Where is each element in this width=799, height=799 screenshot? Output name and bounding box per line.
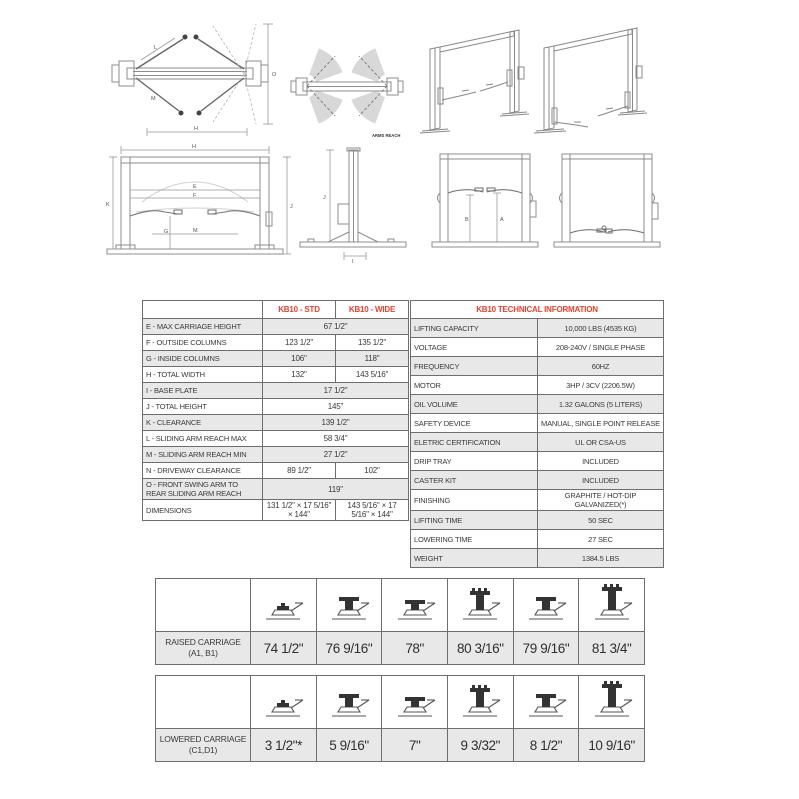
adapter-icon xyxy=(589,582,635,624)
tech-row xyxy=(411,357,664,376)
tech-value-cell: 50 SEC xyxy=(538,511,664,530)
spec-label-cell: K - CLEARANCE xyxy=(143,415,263,431)
spec-label-cell: E - MAX CARRIAGE HEIGHT xyxy=(143,319,263,335)
lowered-adapter-icon-cell xyxy=(513,676,579,729)
lowered-adapter-icon-cell xyxy=(579,676,645,729)
raised-header-empty xyxy=(156,579,251,632)
tech-row xyxy=(411,471,664,490)
lowered-adapter-icon-cell xyxy=(447,676,513,729)
lowered-adapter-icon-cell xyxy=(251,676,317,729)
spec-value-cell: 132" xyxy=(263,367,336,383)
tech-label-cell: WEIGHT xyxy=(411,549,538,568)
tech-row xyxy=(411,549,664,568)
raised-height-value: 76 9/16" xyxy=(316,632,382,665)
tech-label-cell: DRIP TRAY xyxy=(411,452,538,471)
tech-value-cell: INCLUDED xyxy=(538,471,664,490)
front-view-arms-mid-drawing xyxy=(425,143,545,262)
mid-dim-A: A xyxy=(500,217,504,223)
tech-row xyxy=(411,511,664,530)
side-dim-I: I xyxy=(352,259,354,264)
lowered-height-value: 9 3/32" xyxy=(447,729,513,762)
tech-label-cell: ELETRIC CERTIFICATION xyxy=(411,433,538,452)
spec-value-cell: 123 1/2" xyxy=(263,335,336,351)
adapter-icon xyxy=(457,679,503,721)
spec-value-cell: 17 1/2" xyxy=(263,383,409,399)
spec-value-cell: 119" xyxy=(263,479,409,500)
plan-dim-H: H xyxy=(194,126,198,132)
tech-row xyxy=(411,319,664,338)
spec-label-cell: DIMENSIONS xyxy=(143,500,263,521)
front-dim-F: F xyxy=(193,193,197,199)
spec-label-cell: O - FRONT SWING ARM TO REAR SLIDING ARM REACH xyxy=(143,479,263,500)
arms-reach-label: ARMS REACH xyxy=(372,133,401,138)
lowered-carriage-table xyxy=(155,675,645,762)
side-dim-J: J xyxy=(323,195,326,201)
lowered-label-line1: LOWERED CARRIAGE xyxy=(159,734,247,745)
adapter-icon xyxy=(326,582,372,624)
spec-label-cell: G - INSIDE COLUMNS xyxy=(143,351,263,367)
spec-label-cell: N - DRIVEWAY CLEARANCE xyxy=(143,463,263,479)
lowered-height-value: 5 9/16" xyxy=(316,729,382,762)
raised-carriage-label xyxy=(156,632,251,665)
adapter-icon xyxy=(523,582,569,624)
raised-adapter-icon-cell xyxy=(316,579,382,632)
lowered-header-empty xyxy=(156,676,251,729)
raised-carriage-table xyxy=(155,578,645,665)
spec-value-cell: 27 1/2" xyxy=(263,447,409,463)
spec-row xyxy=(143,383,409,399)
tech-row xyxy=(411,414,664,433)
tech-label-cell: MOTOR xyxy=(411,376,538,395)
tech-value-cell: 1.32 GALONS (5 LITERS) xyxy=(538,395,664,414)
tech-row xyxy=(411,338,664,357)
raised-height-value: 74 1/2" xyxy=(251,632,317,665)
raised-icon-row xyxy=(156,579,645,632)
adapter-icon xyxy=(326,679,372,721)
spec-row xyxy=(143,415,409,431)
tech-label-cell: OIL VOLUME xyxy=(411,395,538,414)
isometric-arms-up-drawing xyxy=(412,12,537,144)
technical-info-table xyxy=(410,300,664,568)
tech-title-row xyxy=(411,301,664,319)
tech-value-cell: GRAPHITE / HOT-DIP GALVANIZED(*) xyxy=(538,490,664,511)
raised-height-value: 78" xyxy=(382,632,448,665)
spec-row xyxy=(143,319,409,335)
tech-label-cell: LOWERING TIME xyxy=(411,530,538,549)
tech-label-cell: SAFETY DEVICE xyxy=(411,414,538,433)
lowered-adapter-icon-cell xyxy=(316,676,382,729)
spec-value-cell: 131 1/2" × 17 5/16" × 144" xyxy=(263,500,336,521)
lowered-height-value: 10 9/16" xyxy=(579,729,645,762)
spec-value-cell: 58 3/4" xyxy=(263,431,409,447)
spec-row xyxy=(143,479,409,500)
tech-label-cell: VOLTAGE xyxy=(411,338,538,357)
spec-row xyxy=(143,431,409,447)
spec-value-cell: 102" xyxy=(336,463,409,479)
tech-row xyxy=(411,452,664,471)
raised-adapter-icon-cell xyxy=(382,579,448,632)
spec-value-cell: 143 5/16" × 17 5/16" × 144" xyxy=(336,500,409,521)
spec-row xyxy=(143,463,409,479)
tech-value-cell: 3HP / 3CV (2206.5W) xyxy=(538,376,664,395)
raised-height-value: 80 3/16" xyxy=(447,632,513,665)
plan-dim-M: M xyxy=(151,96,156,102)
raised-height-value: 79 9/16" xyxy=(513,632,579,665)
plan-dim-O: O xyxy=(272,72,277,78)
tech-value-cell: 27 SEC xyxy=(538,530,664,549)
spec-row xyxy=(143,447,409,463)
front-dim-K: K xyxy=(106,202,110,208)
raised-adapter-icon-cell xyxy=(447,579,513,632)
raised-value-row xyxy=(156,632,645,665)
tech-value-cell: 10,000 LBS (4535 KG) xyxy=(538,319,664,338)
lowered-height-value: 8 1/2" xyxy=(513,729,579,762)
tech-value-cell: UL OR CSA-US xyxy=(538,433,664,452)
spec-value-cell: 89 1/2" xyxy=(263,463,336,479)
raised-height-value: 81 3/4" xyxy=(579,632,645,665)
spec-label-cell: F - OUTSIDE COLUMNS xyxy=(143,335,263,351)
tech-row xyxy=(411,530,664,549)
adapter-icon xyxy=(260,582,306,624)
spec-header-std: KB10 - STD xyxy=(263,301,336,319)
raised-adapter-icon-cell xyxy=(251,579,317,632)
lowered-value-row xyxy=(156,729,645,762)
lowered-height-value: 7" xyxy=(382,729,448,762)
lowered-height-value: 3 1/2"* xyxy=(251,729,317,762)
spec-label-cell: J - TOTAL HEIGHT xyxy=(143,399,263,415)
tech-value-cell: 1384.5 LBS xyxy=(538,549,664,568)
adapter-icon xyxy=(457,582,503,624)
spec-row xyxy=(143,351,409,367)
tech-title: KB10 TECHNICAL INFORMATION xyxy=(411,301,664,319)
tech-value-cell: 60HZ xyxy=(538,357,664,376)
lowered-icon-row xyxy=(156,676,645,729)
raised-label-line2: (A1, B1) xyxy=(188,648,218,658)
spec-header-row xyxy=(143,301,409,319)
side-column-drawing xyxy=(288,142,418,264)
front-dim-G: G xyxy=(164,229,169,235)
raised-adapter-icon-cell xyxy=(513,579,579,632)
dimension-spec-table xyxy=(142,300,409,521)
tech-label-cell: FREQUENCY xyxy=(411,357,538,376)
front-dim-E: E xyxy=(193,184,197,190)
adapter-icon xyxy=(392,582,438,624)
isometric-arms-down-drawing xyxy=(528,8,658,145)
spec-value-cell: 135 1/2" xyxy=(336,335,409,351)
tech-value-cell: 208-240V / SINGLE PHASE xyxy=(538,338,664,357)
spec-label-cell: M - SLIDING ARM REACH MIN xyxy=(143,447,263,463)
spec-value-cell: 139 1/2" xyxy=(263,415,409,431)
adapter-icon xyxy=(589,679,635,721)
front-dim-J: J xyxy=(290,204,293,210)
front-dim-H: H xyxy=(192,144,196,150)
adapter-icon xyxy=(392,679,438,721)
arms-reach-drawing xyxy=(283,32,411,140)
adapter-icon xyxy=(523,679,569,721)
spec-value-cell: 106" xyxy=(263,351,336,367)
tech-label-cell: LIFITING TIME xyxy=(411,511,538,530)
front-dim-M: M xyxy=(193,228,198,234)
spec-header-wide: KB10 - WIDE xyxy=(336,301,409,319)
plan-view-drawing xyxy=(95,12,285,140)
adapter-icon xyxy=(260,679,306,721)
spec-value-cell: 118" xyxy=(336,351,409,367)
spec-row xyxy=(143,367,409,383)
spec-value-cell: 145" xyxy=(263,399,409,415)
tech-row xyxy=(411,433,664,452)
lowered-carriage-label xyxy=(156,729,251,762)
spec-label-cell: L - SLIDING ARM REACH MAX xyxy=(143,431,263,447)
spec-header-empty xyxy=(143,301,263,319)
tech-value-cell: INCLUDED xyxy=(538,452,664,471)
lowered-adapter-icon-cell xyxy=(382,676,448,729)
spec-value-cell: 67 1/2" xyxy=(263,319,409,335)
tech-row xyxy=(411,395,664,414)
front-elevation-drawing xyxy=(90,142,295,264)
tech-label-cell: LIFTING CAPACITY xyxy=(411,319,538,338)
tech-label-cell: CASTER KIT xyxy=(411,471,538,490)
lowered-label-line2: (C1,D1) xyxy=(188,745,218,755)
plan-dim-L: L xyxy=(154,45,158,51)
spec-label-cell: I - BASE PLATE xyxy=(143,383,263,399)
spec-row xyxy=(143,335,409,351)
raised-label-line1: RAISED CARRIAGE xyxy=(165,637,241,648)
spec-row xyxy=(143,399,409,415)
tech-row xyxy=(411,376,664,395)
tech-value-cell: MANUAL, SINGLE POINT RELEASE xyxy=(538,414,664,433)
spec-row xyxy=(143,500,409,521)
mid-dim-B: B xyxy=(465,217,469,223)
spec-value-cell: 143 5/16" xyxy=(336,367,409,383)
spec-label-cell: H - TOTAL WIDTH xyxy=(143,367,263,383)
tech-row xyxy=(411,490,664,511)
tech-label-cell: FINISHING xyxy=(411,490,538,511)
front-view-arms-down-drawing xyxy=(548,143,666,262)
raised-adapter-icon-cell xyxy=(579,579,645,632)
